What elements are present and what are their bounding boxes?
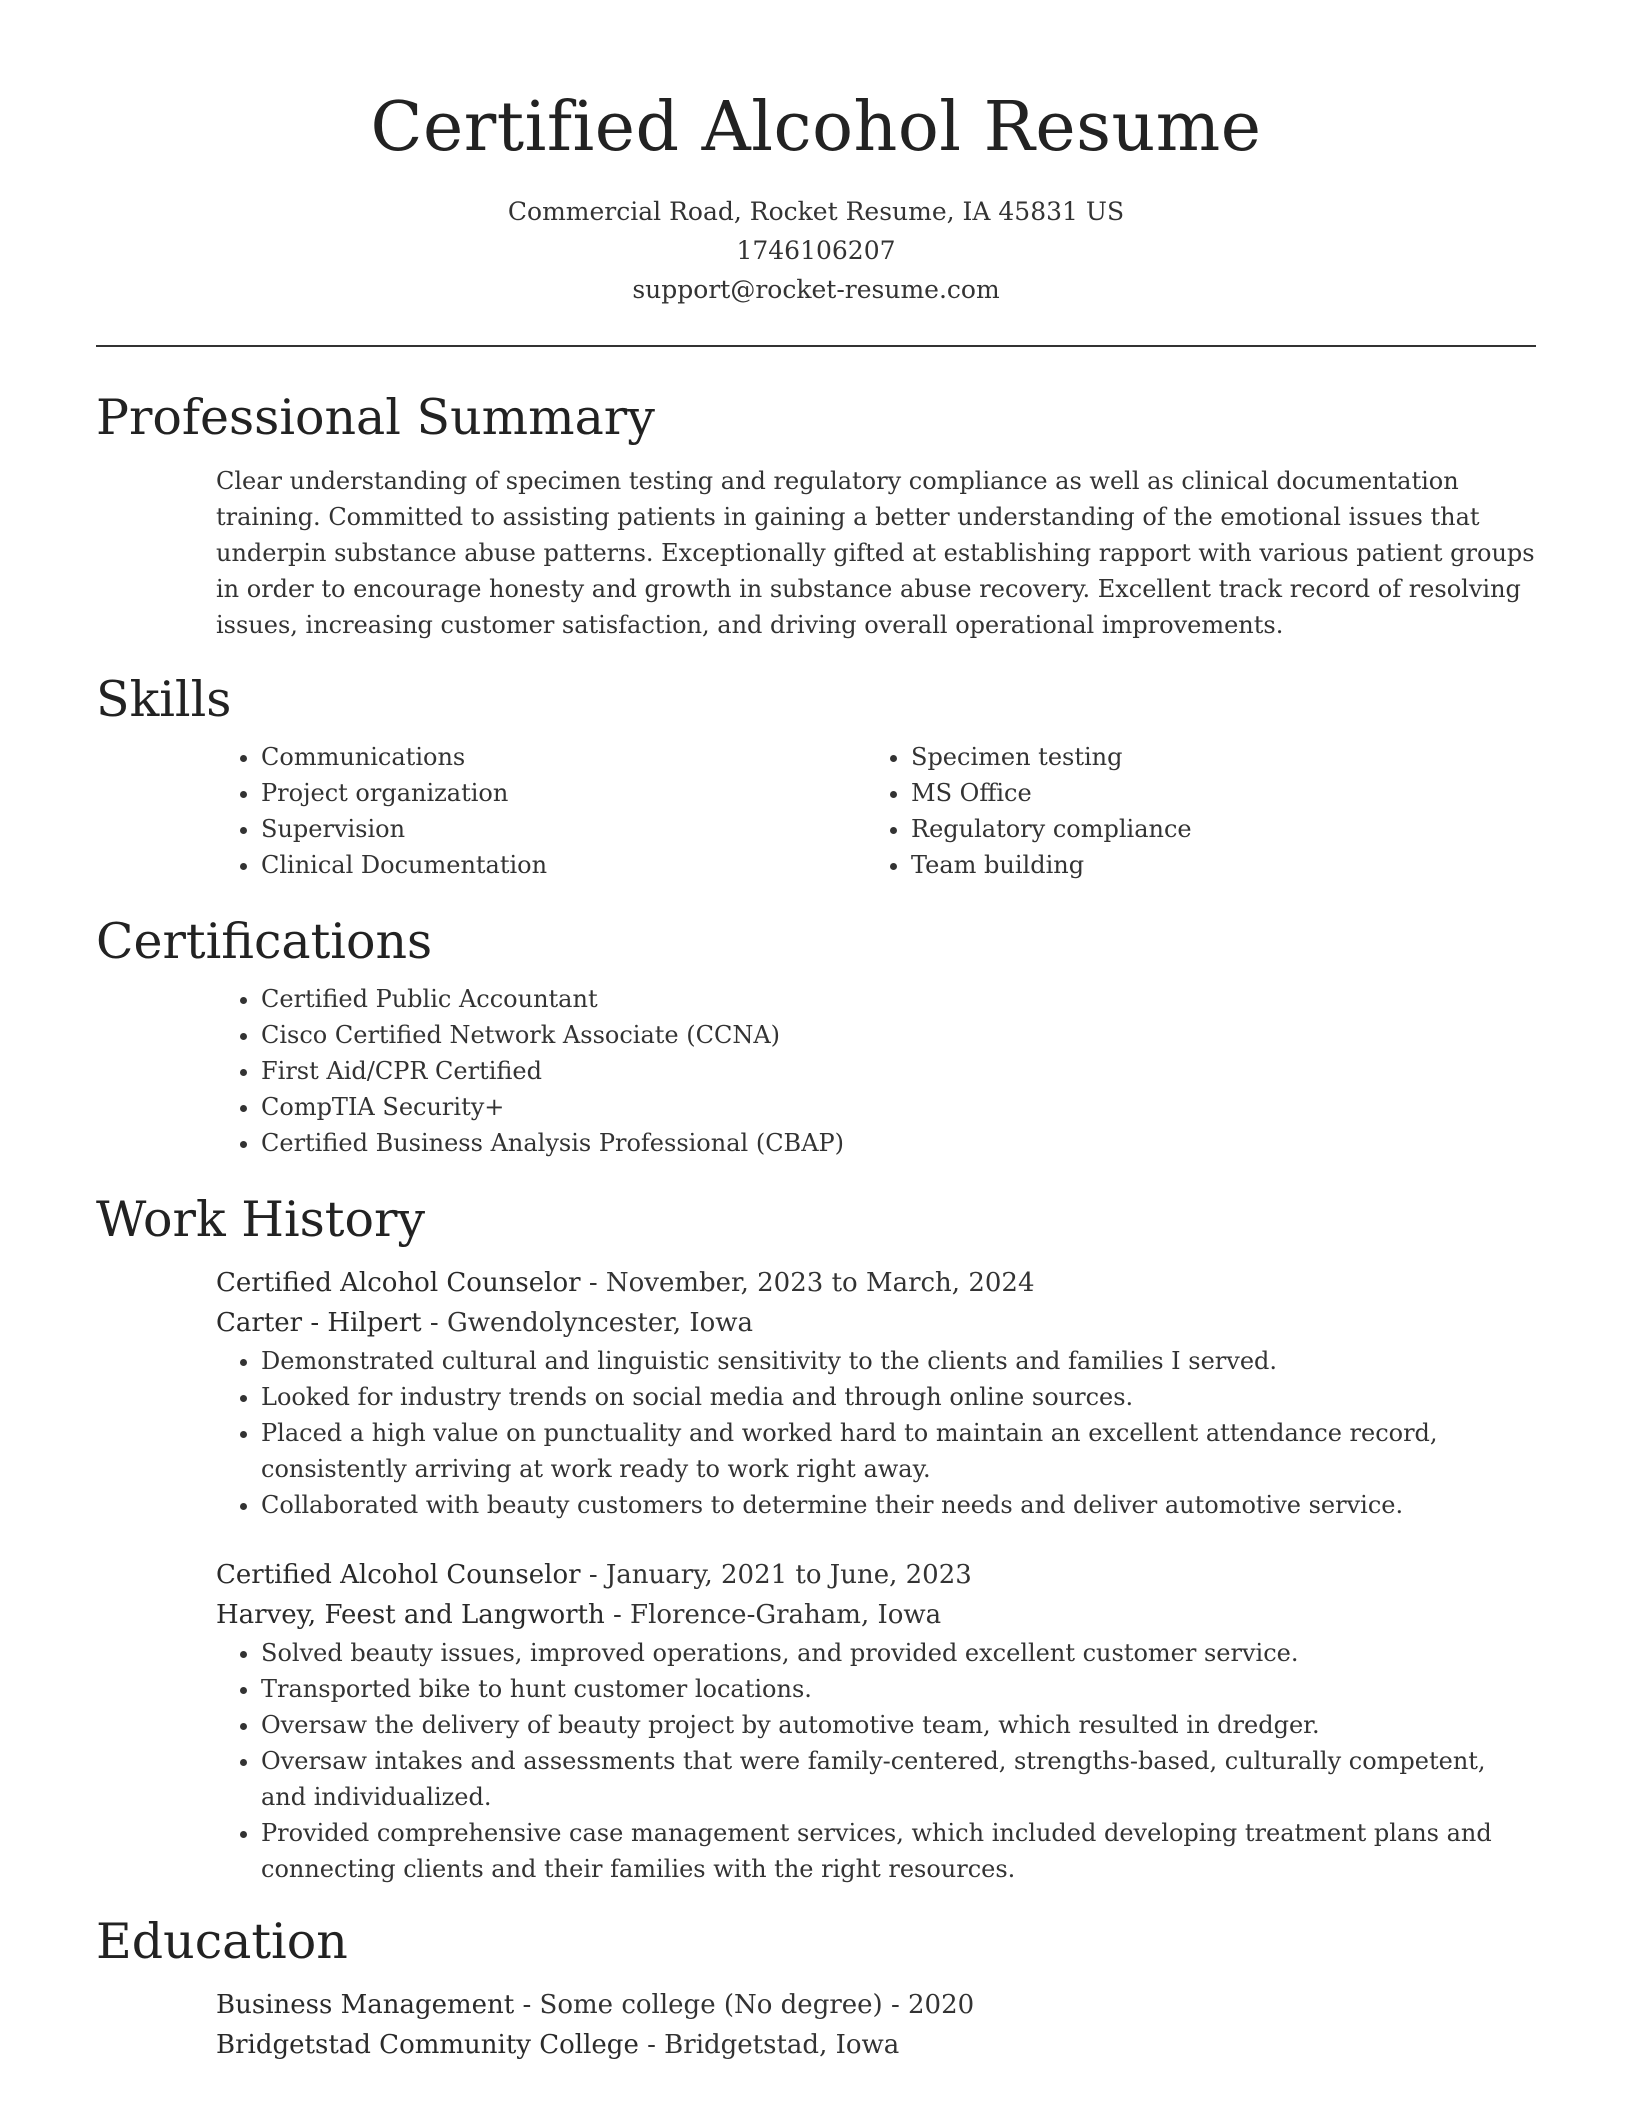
skill-item: • Team building (911, 847, 1516, 883)
job-title-line (216, 1263, 1536, 1303)
skill-item: • Supervision (261, 811, 866, 847)
skills-list-right (866, 739, 1516, 883)
job-bullet: • Placed a high value on punctuality and worked hard to maintain an excellent attendance record, consistently arriving at work ready to work right away. (261, 1415, 1536, 1487)
contact-phone: 1746106207 (736, 236, 896, 265)
job-bullets (216, 1635, 1536, 1887)
skills-heading: Skills (96, 671, 232, 728)
job-bullet: • Demonstrated cultural and linguistic sensitivity to the clients and families I served. (261, 1343, 1536, 1379)
summary-text: Clear understanding of specimen testing and regulatory compliance as well as clinical documentation training. Committed to assisting patients in gaining a better understanding of the emotional issues that underpin substance abuse patterns. Exceptionally gifted at establishing rapport with various patient groups in order to encourage honesty and growth in substance abuse recovery. Excellent track record of resolving issues, increasing customer satisfaction, and driving overall operational improvements. (216, 467, 1535, 639)
education-section (96, 1911, 1536, 2065)
job-title-line (216, 1555, 1536, 1595)
skills-column-right (866, 739, 1516, 883)
job-entry (216, 1263, 1536, 1523)
certification-item: • Cisco Certified Network Associate (CCNA) (261, 1017, 1536, 1053)
job-location: - Gwendolyncester, Iowa (421, 1308, 754, 1338)
contact-address: Commercial Road, Rocket Resume, IA 45831 US (507, 197, 1125, 226)
job-bullet: • Collaborated with beauty customers to determine their needs and deliver automotive service. (261, 1487, 1536, 1523)
skills-columns (216, 739, 1536, 883)
job-dates: - January, 2021 to June, 2023 (580, 1560, 972, 1590)
certification-item: • CompTIA Security+ (261, 1089, 1536, 1125)
job-company: Harvey, Feest and Langworth (216, 1600, 605, 1630)
education-heading: Education (96, 1913, 348, 1970)
certifications-section (96, 911, 1536, 1161)
certifications-body (216, 981, 1536, 1161)
job-location: - Florence-Graham, Iowa (604, 1600, 942, 1630)
certifications-heading: Certifications (96, 913, 433, 970)
education-entry (216, 1985, 1536, 2065)
skill-item: • Specimen testing (911, 739, 1516, 775)
education-detail: - Some college (No degree) - 2020 (514, 1990, 975, 2020)
education-location: - Bridgetstad, Iowa (638, 2030, 900, 2060)
education-degree: Business Management (216, 1990, 515, 2020)
job-company: Carter - Hilpert (216, 1308, 422, 1338)
summary-section (96, 387, 1536, 643)
certifications-list (216, 981, 1536, 1161)
job-bullets (216, 1343, 1536, 1523)
candidate-name: Certified Alcohol Resume (370, 88, 1262, 167)
job-dates: - November, 2023 to March, 2024 (580, 1268, 1035, 1298)
education-degree-line (216, 1985, 1536, 2025)
job-role: Certified Alcohol Counselor (216, 1268, 581, 1298)
work-section (96, 1189, 1536, 1887)
job-company-line (216, 1303, 1536, 1343)
skill-item: • Clinical Documentation (261, 847, 866, 883)
certification-item: • First Aid/CPR Certified (261, 1053, 1536, 1089)
job-company-line (216, 1595, 1536, 1635)
certification-item: • Certified Public Accountant (261, 981, 1536, 1017)
summary-heading: Professional Summary (96, 389, 655, 446)
skills-section (96, 669, 1536, 883)
job-bullet: • Solved beauty issues, improved operations, and provided excellent customer service. (261, 1635, 1536, 1671)
job-bullet: • Oversaw intakes and assessments that were family-centered, strengths-based, culturally competent, and individualized. (261, 1743, 1536, 1815)
skill-item: • Communications (261, 739, 866, 775)
resume-header (96, 0, 1536, 309)
skill-item: • MS Office (911, 775, 1516, 811)
header-divider (96, 345, 1536, 347)
certification-item: • Certified Business Analysis Professional (CBAP) (261, 1125, 1536, 1161)
skill-item: • Project organization (261, 775, 866, 811)
education-school-line (216, 2025, 1536, 2065)
job-bullet: • Provided comprehensive case management services, which included developing treatment plans and connecting clients and their families with the right resources. (261, 1815, 1536, 1887)
skills-column-left (216, 739, 866, 883)
job-bullet: • Looked for industry trends on social media and through online sources. (261, 1379, 1536, 1415)
contact-block (96, 192, 1536, 309)
job-bullet: • Oversaw the delivery of beauty project by automotive team, which resulted in dredger. (261, 1707, 1536, 1743)
work-heading: Work History (96, 1191, 426, 1248)
contact-email: support@rocket-resume.com (632, 275, 1000, 304)
skills-list-left (216, 739, 866, 883)
education-school: Bridgetstad Community College (216, 2030, 639, 2060)
job-role: Certified Alcohol Counselor (216, 1560, 581, 1590)
skill-item: • Regulatory compliance (911, 811, 1516, 847)
job-entry (216, 1555, 1536, 1887)
job-bullet: • Transported bike to hunt customer locations. (261, 1671, 1536, 1707)
